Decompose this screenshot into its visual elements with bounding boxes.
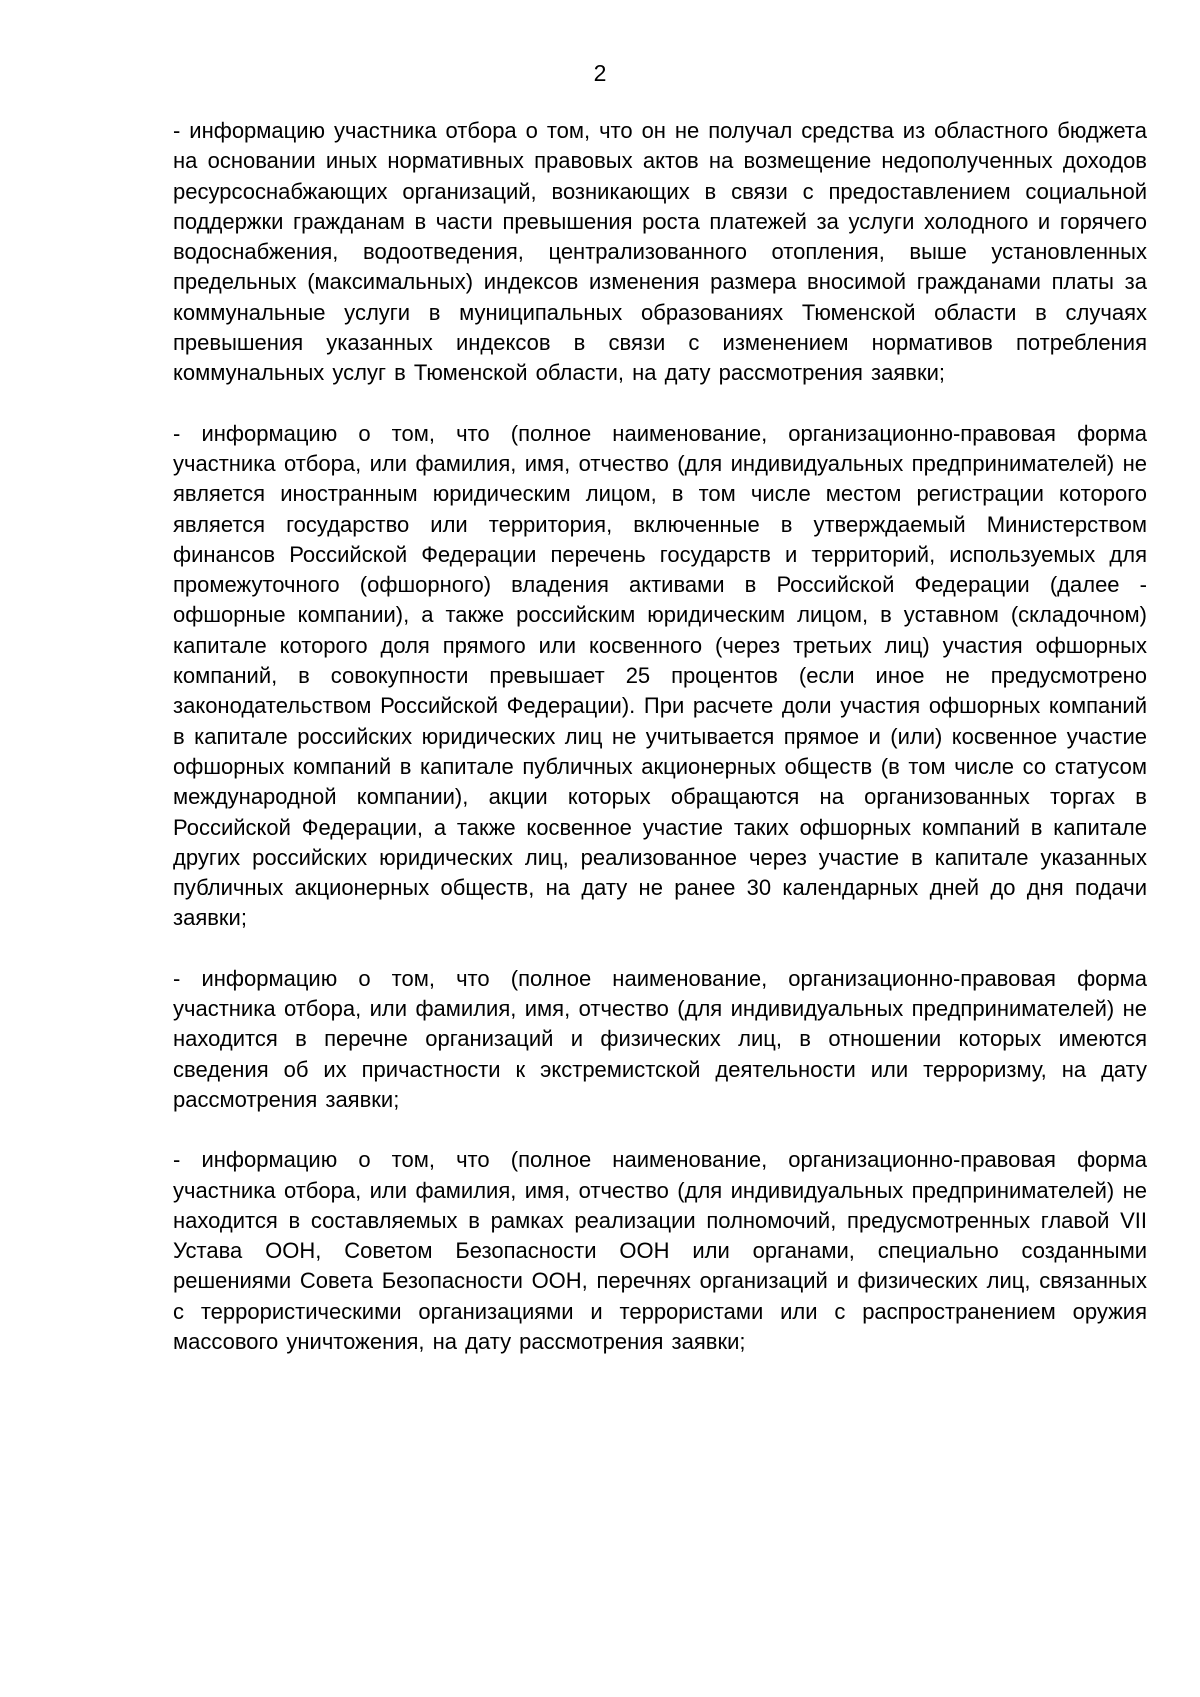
page-number: 2 (593, 60, 607, 86)
paragraph-not-foreign-entity: - информацию о том, что (полное наименование, организационно-правовая форма участника отбора, или фамилия, имя, отчество (для индивидуальных предпринимателей) не является иностранным юридическим лицом, в том числе местом регистрации которого является государство или территория, включенные в утверждаемый Министерством финансов Российской Федерации перечень государств и территорий, используемых для промежуточного (офшорного) владения активами в Российской Федерации (далее - офшорные компании), а также российским юридическим лицом, в уставном (складочном) капитале которого доля прямого или косвенного (через третьих лиц) участия офшорных компаний, в совокупности превышает 25 процентов (если иное не предусмотрено законодательством Российской Федерации). При расчете доли участия офшорных компаний в капитале российских юридических лиц не учитывается прямое и (или) косвенное участие офшорных компаний в капитале публичных акционерных обществ (в том числе со статусом международной компании), акции которых обращаются на организованных торгах в Российской Федерации, а также косвенное участие таких офшорных компаний в капитале других российских юридических лиц, реализованное через участие в капитале указанных публичных акционерных обществ, на дату не ранее 30 календарных дней до дня подачи заявки; (173, 420, 1147, 931)
document-body (173, 116, 1147, 1387)
paragraph-no-prior-funding: - информацию участника отбора о том, что он не получал средства из областного бюджета на основании иных нормативных правовых актов на возмещение недополученных доходов ресурсоснабжающих организаций, возникающих в связи с предоставлением социальной поддержки гражданам в части превышения роста платежей за услуги холодного и горячего водоснабжения, водоотведения, централизованного отопления, выше установленных предельных (максимальных) индексов изменения размера вносимой гражданами платы за коммунальные услуги в муниципальных образованиях Тюменской области в случаях превышения указанных индексов в связи с изменением нормативов потребления коммунальных услуг в Тюменской области, на дату рассмотрения заявки; (173, 118, 1147, 386)
paragraph-not-extremist-list: - информацию о том, что (полное наименование, организационно-правовая форма участника отбора, или фамилия, имя, отчество (для индивидуальных предпринимателей) не находится в перечне организаций и физических лиц, в отношении которых имеются сведения об их причастности к экстремистской деятельности или терроризму, на дату рассмотрения заявки; (173, 965, 1147, 1112)
paragraph-not-un-sanctions-list: - информацию о том, что (полное наименование, организационно-правовая форма участника отбора, или фамилия, имя, отчество (для индивидуальных предпринимателей) не находится в составляемых в рамках реализации полномочий, предусмотренных главой VII Устава ООН, Советом Безопасности ООН или органами, специально созданными решениями Совета Безопасности ООН, перечнях организаций и физических лиц, связанных с террористическими организациями и террористами или с распространением оружия массового уничтожения, на дату рассмотрения заявки; (173, 1147, 1147, 1354)
